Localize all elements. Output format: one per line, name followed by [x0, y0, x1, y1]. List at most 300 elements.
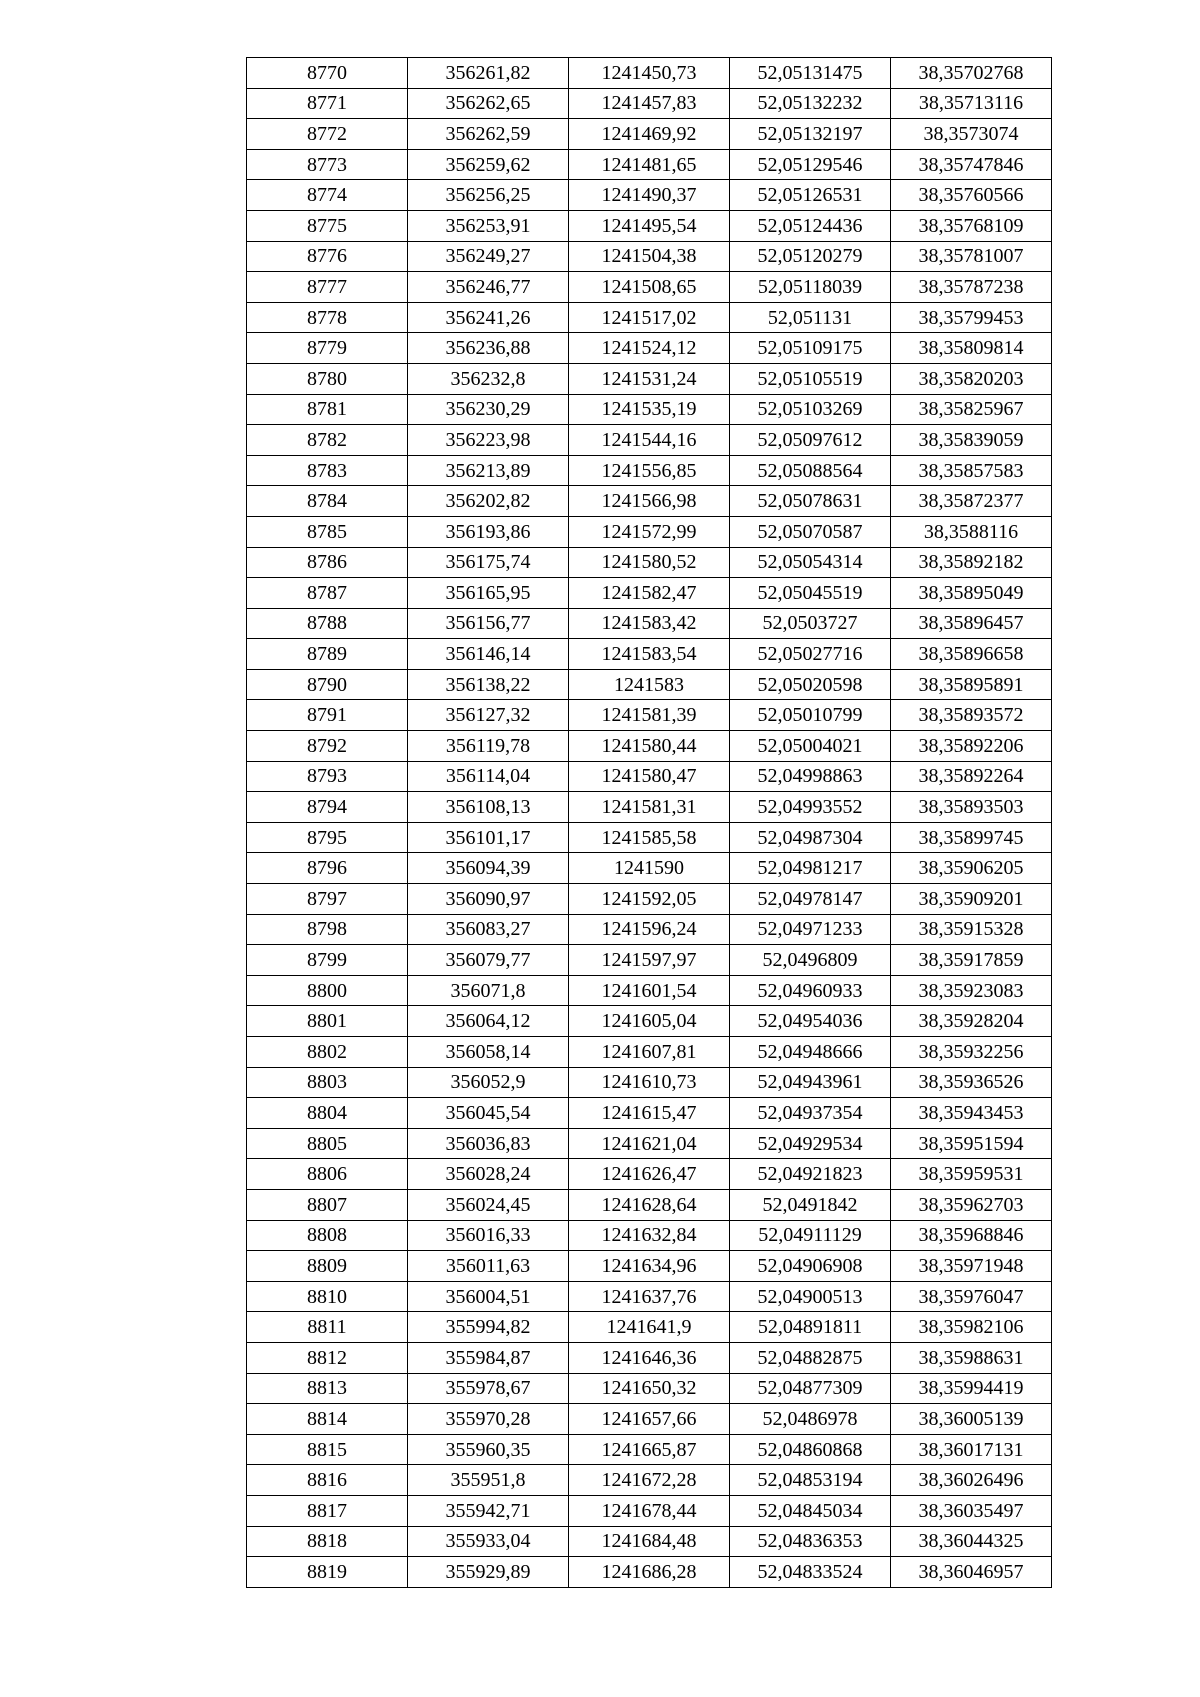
longitude-cell: 38,35809814: [891, 333, 1052, 364]
table-row: [247, 884, 1052, 915]
point-number-cell: 8800: [247, 975, 408, 1006]
point-number-cell: 8808: [247, 1220, 408, 1251]
longitude-cell: 38,35781007: [891, 241, 1052, 272]
y-coordinate-cell: 1241632,84: [569, 1220, 730, 1251]
latitude-cell: 52,04998863: [730, 761, 891, 792]
y-coordinate-cell: 1241580,47: [569, 761, 730, 792]
table-row: [247, 853, 1052, 884]
table-row: [247, 58, 1052, 89]
longitude-cell: 38,35982106: [891, 1312, 1052, 1343]
x-coordinate-cell: 356094,39: [408, 853, 569, 884]
table-row: [247, 1312, 1052, 1343]
y-coordinate-cell: 1241457,83: [569, 88, 730, 119]
longitude-cell: 38,36046957: [891, 1557, 1052, 1588]
table-row: [247, 822, 1052, 853]
longitude-cell: 38,35896457: [891, 608, 1052, 639]
y-coordinate-cell: 1241641,9: [569, 1312, 730, 1343]
latitude-cell: 52,04860868: [730, 1434, 891, 1465]
table-row: [247, 1037, 1052, 1068]
latitude-cell: 52,04836353: [730, 1526, 891, 1557]
point-number-cell: 8778: [247, 302, 408, 333]
latitude-cell: 52,05109175: [730, 333, 891, 364]
y-coordinate-cell: 1241607,81: [569, 1037, 730, 1068]
x-coordinate-cell: 356004,51: [408, 1281, 569, 1312]
y-coordinate-cell: 1241650,32: [569, 1373, 730, 1404]
x-coordinate-cell: 356232,8: [408, 363, 569, 394]
y-coordinate-cell: 1241566,98: [569, 486, 730, 517]
point-number-cell: 8789: [247, 639, 408, 670]
x-coordinate-cell: 356016,33: [408, 1220, 569, 1251]
x-coordinate-cell: 356259,62: [408, 149, 569, 180]
longitude-cell: 38,36026496: [891, 1465, 1052, 1496]
x-coordinate-cell: 356064,12: [408, 1006, 569, 1037]
point-number-cell: 8797: [247, 884, 408, 915]
x-coordinate-cell: 356138,22: [408, 669, 569, 700]
y-coordinate-cell: 1241592,05: [569, 884, 730, 915]
longitude-cell: 38,35760566: [891, 180, 1052, 211]
y-coordinate-cell: 1241556,85: [569, 455, 730, 486]
x-coordinate-cell: 356262,59: [408, 119, 569, 150]
table-row: [247, 1098, 1052, 1129]
y-coordinate-cell: 1241684,48: [569, 1526, 730, 1557]
longitude-cell: 38,35825967: [891, 394, 1052, 425]
latitude-cell: 52,05131475: [730, 58, 891, 89]
table-row: [247, 486, 1052, 517]
table-row: [247, 1526, 1052, 1557]
latitude-cell: 52,05118039: [730, 272, 891, 303]
longitude-cell: 38,35895049: [891, 578, 1052, 609]
x-coordinate-cell: 356090,97: [408, 884, 569, 915]
point-number-cell: 8794: [247, 792, 408, 823]
latitude-cell: 52,051131: [730, 302, 891, 333]
x-coordinate-cell: 356101,17: [408, 822, 569, 853]
point-number-cell: 8782: [247, 425, 408, 456]
longitude-cell: 38,35787238: [891, 272, 1052, 303]
point-number-cell: 8776: [247, 241, 408, 272]
x-coordinate-cell: 355978,67: [408, 1373, 569, 1404]
x-coordinate-cell: 356223,98: [408, 425, 569, 456]
longitude-cell: 38,35971948: [891, 1251, 1052, 1282]
y-coordinate-cell: 1241490,37: [569, 180, 730, 211]
y-coordinate-cell: 1241450,73: [569, 58, 730, 89]
point-number-cell: 8792: [247, 731, 408, 762]
point-number-cell: 8795: [247, 822, 408, 853]
y-coordinate-cell: 1241601,54: [569, 975, 730, 1006]
y-coordinate-cell: 1241581,31: [569, 792, 730, 823]
latitude-cell: 52,0496809: [730, 945, 891, 976]
longitude-cell: 38,35951594: [891, 1128, 1052, 1159]
point-number-cell: 8788: [247, 608, 408, 639]
x-coordinate-cell: 355960,35: [408, 1434, 569, 1465]
x-coordinate-cell: 356114,04: [408, 761, 569, 792]
longitude-cell: 38,35702768: [891, 58, 1052, 89]
point-number-cell: 8798: [247, 914, 408, 945]
table-row: [247, 394, 1052, 425]
point-number-cell: 8775: [247, 210, 408, 241]
longitude-cell: 38,35799453: [891, 302, 1052, 333]
longitude-cell: 38,35928204: [891, 1006, 1052, 1037]
x-coordinate-cell: 355933,04: [408, 1526, 569, 1557]
y-coordinate-cell: 1241544,16: [569, 425, 730, 456]
longitude-cell: 38,35713116: [891, 88, 1052, 119]
longitude-cell: 38,35968846: [891, 1220, 1052, 1251]
longitude-cell: 38,35899745: [891, 822, 1052, 853]
point-number-cell: 8771: [247, 88, 408, 119]
latitude-cell: 52,05105519: [730, 363, 891, 394]
longitude-cell: 38,35962703: [891, 1189, 1052, 1220]
point-number-cell: 8799: [247, 945, 408, 976]
x-coordinate-cell: 356127,32: [408, 700, 569, 731]
latitude-cell: 52,05129546: [730, 149, 891, 180]
table-row: [247, 1373, 1052, 1404]
x-coordinate-cell: 356079,77: [408, 945, 569, 976]
y-coordinate-cell: 1241621,04: [569, 1128, 730, 1159]
table-row: [247, 945, 1052, 976]
x-coordinate-cell: 356083,27: [408, 914, 569, 945]
latitude-cell: 52,04853194: [730, 1465, 891, 1496]
longitude-cell: 38,35892182: [891, 547, 1052, 578]
point-number-cell: 8783: [247, 455, 408, 486]
table-row: [247, 914, 1052, 945]
x-coordinate-cell: 355929,89: [408, 1557, 569, 1588]
point-number-cell: 8773: [247, 149, 408, 180]
longitude-cell: 38,35896658: [891, 639, 1052, 670]
x-coordinate-cell: 355994,82: [408, 1312, 569, 1343]
table-row: [247, 302, 1052, 333]
longitude-cell: 38,35872377: [891, 486, 1052, 517]
longitude-cell: 38,35917859: [891, 945, 1052, 976]
x-coordinate-cell: 356028,24: [408, 1159, 569, 1190]
latitude-cell: 52,05027716: [730, 639, 891, 670]
y-coordinate-cell: 1241665,87: [569, 1434, 730, 1465]
x-coordinate-cell: 356230,29: [408, 394, 569, 425]
table-row: [247, 639, 1052, 670]
latitude-cell: 52,05120279: [730, 241, 891, 272]
latitude-cell: 52,04954036: [730, 1006, 891, 1037]
y-coordinate-cell: 1241504,38: [569, 241, 730, 272]
y-coordinate-cell: 1241583,42: [569, 608, 730, 639]
table-row: [247, 455, 1052, 486]
y-coordinate-cell: 1241605,04: [569, 1006, 730, 1037]
y-coordinate-cell: 1241535,19: [569, 394, 730, 425]
point-number-cell: 8816: [247, 1465, 408, 1496]
latitude-cell: 52,04891811: [730, 1312, 891, 1343]
point-number-cell: 8777: [247, 272, 408, 303]
table-row: [247, 1404, 1052, 1435]
latitude-cell: 52,04978147: [730, 884, 891, 915]
y-coordinate-cell: 1241583,54: [569, 639, 730, 670]
latitude-cell: 52,0503727: [730, 608, 891, 639]
point-number-cell: 8796: [247, 853, 408, 884]
x-coordinate-cell: 356156,77: [408, 608, 569, 639]
latitude-cell: 52,05045519: [730, 578, 891, 609]
table-row: [247, 1006, 1052, 1037]
table-row: [247, 669, 1052, 700]
latitude-cell: 52,05126531: [730, 180, 891, 211]
x-coordinate-cell: 356249,27: [408, 241, 569, 272]
latitude-cell: 52,04882875: [730, 1342, 891, 1373]
point-number-cell: 8801: [247, 1006, 408, 1037]
x-coordinate-cell: 356045,54: [408, 1098, 569, 1129]
table-row: [247, 149, 1052, 180]
y-coordinate-cell: 1241628,64: [569, 1189, 730, 1220]
table-row: [247, 1189, 1052, 1220]
table-row: [247, 88, 1052, 119]
y-coordinate-cell: 1241686,28: [569, 1557, 730, 1588]
longitude-cell: 38,35893503: [891, 792, 1052, 823]
table-row: [247, 608, 1052, 639]
x-coordinate-cell: 356202,82: [408, 486, 569, 517]
table-row: [247, 792, 1052, 823]
longitude-cell: 38,3588116: [891, 516, 1052, 547]
latitude-cell: 52,05070587: [730, 516, 891, 547]
point-number-cell: 8784: [247, 486, 408, 517]
latitude-cell: 52,05020598: [730, 669, 891, 700]
latitude-cell: 52,04993552: [730, 792, 891, 823]
x-coordinate-cell: 355942,71: [408, 1495, 569, 1526]
x-coordinate-cell: 356236,88: [408, 333, 569, 364]
point-number-cell: 8805: [247, 1128, 408, 1159]
x-coordinate-cell: 356058,14: [408, 1037, 569, 1068]
point-number-cell: 8781: [247, 394, 408, 425]
point-number-cell: 8815: [247, 1434, 408, 1465]
latitude-cell: 52,04943961: [730, 1067, 891, 1098]
longitude-cell: 38,35943453: [891, 1098, 1052, 1129]
longitude-cell: 38,35923083: [891, 975, 1052, 1006]
point-number-cell: 8811: [247, 1312, 408, 1343]
latitude-cell: 52,04845034: [730, 1495, 891, 1526]
x-coordinate-cell: 356193,86: [408, 516, 569, 547]
y-coordinate-cell: 1241678,44: [569, 1495, 730, 1526]
x-coordinate-cell: 356108,13: [408, 792, 569, 823]
table-row: [247, 1251, 1052, 1282]
table-row: [247, 425, 1052, 456]
x-coordinate-cell: 356213,89: [408, 455, 569, 486]
point-number-cell: 8780: [247, 363, 408, 394]
latitude-cell: 52,05124436: [730, 210, 891, 241]
table-row: [247, 1342, 1052, 1373]
y-coordinate-cell: 1241481,65: [569, 149, 730, 180]
latitude-cell: 52,05054314: [730, 547, 891, 578]
y-coordinate-cell: 1241590: [569, 853, 730, 884]
point-number-cell: 8806: [247, 1159, 408, 1190]
y-coordinate-cell: 1241615,47: [569, 1098, 730, 1129]
table-row: [247, 1465, 1052, 1496]
x-coordinate-cell: 356036,83: [408, 1128, 569, 1159]
x-coordinate-cell: 355951,8: [408, 1465, 569, 1496]
y-coordinate-cell: 1241469,92: [569, 119, 730, 150]
latitude-cell: 52,04987304: [730, 822, 891, 853]
longitude-cell: 38,35768109: [891, 210, 1052, 241]
y-coordinate-cell: 1241646,36: [569, 1342, 730, 1373]
x-coordinate-cell: 356253,91: [408, 210, 569, 241]
point-number-cell: 8786: [247, 547, 408, 578]
point-number-cell: 8813: [247, 1373, 408, 1404]
y-coordinate-cell: 1241517,02: [569, 302, 730, 333]
longitude-cell: 38,35988631: [891, 1342, 1052, 1373]
y-coordinate-cell: 1241581,39: [569, 700, 730, 731]
x-coordinate-cell: 355984,87: [408, 1342, 569, 1373]
table-row: [247, 731, 1052, 762]
longitude-cell: 38,35820203: [891, 363, 1052, 394]
point-number-cell: 8779: [247, 333, 408, 364]
y-coordinate-cell: 1241626,47: [569, 1159, 730, 1190]
longitude-cell: 38,35892264: [891, 761, 1052, 792]
longitude-cell: 38,35857583: [891, 455, 1052, 486]
latitude-cell: 52,05132232: [730, 88, 891, 119]
x-coordinate-cell: 356165,95: [408, 578, 569, 609]
table-row: [247, 241, 1052, 272]
latitude-cell: 52,04877309: [730, 1373, 891, 1404]
latitude-cell: 52,04906908: [730, 1251, 891, 1282]
table-row: [247, 1495, 1052, 1526]
point-number-cell: 8810: [247, 1281, 408, 1312]
table-row: [247, 119, 1052, 150]
longitude-cell: 38,36005139: [891, 1404, 1052, 1435]
table-row: [247, 272, 1052, 303]
y-coordinate-cell: 1241596,24: [569, 914, 730, 945]
table-row: [247, 516, 1052, 547]
table-row: [247, 761, 1052, 792]
latitude-cell: 52,05078631: [730, 486, 891, 517]
latitude-cell: 52,04900513: [730, 1281, 891, 1312]
point-number-cell: 8774: [247, 180, 408, 211]
longitude-cell: 38,35936526: [891, 1067, 1052, 1098]
longitude-cell: 38,35932256: [891, 1037, 1052, 1068]
x-coordinate-cell: 356011,63: [408, 1251, 569, 1282]
y-coordinate-cell: 1241585,58: [569, 822, 730, 853]
latitude-cell: 52,04948666: [730, 1037, 891, 1068]
x-coordinate-cell: 356024,45: [408, 1189, 569, 1220]
latitude-cell: 52,05088564: [730, 455, 891, 486]
latitude-cell: 52,04971233: [730, 914, 891, 945]
longitude-cell: 38,35915328: [891, 914, 1052, 945]
latitude-cell: 52,05097612: [730, 425, 891, 456]
point-number-cell: 8787: [247, 578, 408, 609]
longitude-cell: 38,35976047: [891, 1281, 1052, 1312]
point-number-cell: 8819: [247, 1557, 408, 1588]
latitude-cell: 52,05132197: [730, 119, 891, 150]
x-coordinate-cell: 356071,8: [408, 975, 569, 1006]
table-row: [247, 333, 1052, 364]
x-coordinate-cell: 356261,82: [408, 58, 569, 89]
x-coordinate-cell: 355970,28: [408, 1404, 569, 1435]
x-coordinate-cell: 356241,26: [408, 302, 569, 333]
table-row: [247, 210, 1052, 241]
coordinates-table-body: [247, 58, 1052, 1588]
latitude-cell: 52,05004021: [730, 731, 891, 762]
y-coordinate-cell: 1241524,12: [569, 333, 730, 364]
latitude-cell: 52,04833524: [730, 1557, 891, 1588]
latitude-cell: 52,04929534: [730, 1128, 891, 1159]
x-coordinate-cell: 356175,74: [408, 547, 569, 578]
x-coordinate-cell: 356246,77: [408, 272, 569, 303]
table-row: [247, 180, 1052, 211]
point-number-cell: 8770: [247, 58, 408, 89]
longitude-cell: 38,35994419: [891, 1373, 1052, 1404]
x-coordinate-cell: 356262,65: [408, 88, 569, 119]
y-coordinate-cell: 1241637,76: [569, 1281, 730, 1312]
longitude-cell: 38,35909201: [891, 884, 1052, 915]
table-row: [247, 1434, 1052, 1465]
longitude-cell: 38,35895891: [891, 669, 1052, 700]
point-number-cell: 8790: [247, 669, 408, 700]
y-coordinate-cell: 1241508,65: [569, 272, 730, 303]
table-row: [247, 975, 1052, 1006]
y-coordinate-cell: 1241610,73: [569, 1067, 730, 1098]
y-coordinate-cell: 1241634,96: [569, 1251, 730, 1282]
x-coordinate-cell: 356052,9: [408, 1067, 569, 1098]
point-number-cell: 8809: [247, 1251, 408, 1282]
point-number-cell: 8791: [247, 700, 408, 731]
y-coordinate-cell: 1241672,28: [569, 1465, 730, 1496]
coordinates-table: [246, 57, 1052, 1588]
table-row: [247, 578, 1052, 609]
y-coordinate-cell: 1241580,44: [569, 731, 730, 762]
point-number-cell: 8772: [247, 119, 408, 150]
latitude-cell: 52,04911129: [730, 1220, 891, 1251]
point-number-cell: 8802: [247, 1037, 408, 1068]
table-row: [247, 1281, 1052, 1312]
x-coordinate-cell: 356119,78: [408, 731, 569, 762]
longitude-cell: 38,36017131: [891, 1434, 1052, 1465]
point-number-cell: 8817: [247, 1495, 408, 1526]
longitude-cell: 38,35959531: [891, 1159, 1052, 1190]
table-row: [247, 1159, 1052, 1190]
table-row: [247, 1557, 1052, 1588]
point-number-cell: 8785: [247, 516, 408, 547]
latitude-cell: 52,0486978: [730, 1404, 891, 1435]
latitude-cell: 52,0491842: [730, 1189, 891, 1220]
table-row: [247, 363, 1052, 394]
point-number-cell: 8814: [247, 1404, 408, 1435]
latitude-cell: 52,04960933: [730, 975, 891, 1006]
y-coordinate-cell: 1241597,97: [569, 945, 730, 976]
longitude-cell: 38,35893572: [891, 700, 1052, 731]
longitude-cell: 38,35906205: [891, 853, 1052, 884]
point-number-cell: 8803: [247, 1067, 408, 1098]
y-coordinate-cell: 1241583: [569, 669, 730, 700]
table-row: [247, 1128, 1052, 1159]
y-coordinate-cell: 1241495,54: [569, 210, 730, 241]
point-number-cell: 8804: [247, 1098, 408, 1129]
y-coordinate-cell: 1241572,99: [569, 516, 730, 547]
longitude-cell: 38,36035497: [891, 1495, 1052, 1526]
point-number-cell: 8812: [247, 1342, 408, 1373]
latitude-cell: 52,05010799: [730, 700, 891, 731]
longitude-cell: 38,35892206: [891, 731, 1052, 762]
point-number-cell: 8793: [247, 761, 408, 792]
x-coordinate-cell: 356256,25: [408, 180, 569, 211]
y-coordinate-cell: 1241531,24: [569, 363, 730, 394]
longitude-cell: 38,35747846: [891, 149, 1052, 180]
latitude-cell: 52,04921823: [730, 1159, 891, 1190]
longitude-cell: 38,3573074: [891, 119, 1052, 150]
point-number-cell: 8818: [247, 1526, 408, 1557]
x-coordinate-cell: 356146,14: [408, 639, 569, 670]
y-coordinate-cell: 1241657,66: [569, 1404, 730, 1435]
latitude-cell: 52,05103269: [730, 394, 891, 425]
point-number-cell: 8807: [247, 1189, 408, 1220]
table-row: [247, 700, 1052, 731]
latitude-cell: 52,04937354: [730, 1098, 891, 1129]
y-coordinate-cell: 1241582,47: [569, 578, 730, 609]
y-coordinate-cell: 1241580,52: [569, 547, 730, 578]
table-row: [247, 1067, 1052, 1098]
longitude-cell: 38,35839059: [891, 425, 1052, 456]
table-row: [247, 547, 1052, 578]
latitude-cell: 52,04981217: [730, 853, 891, 884]
